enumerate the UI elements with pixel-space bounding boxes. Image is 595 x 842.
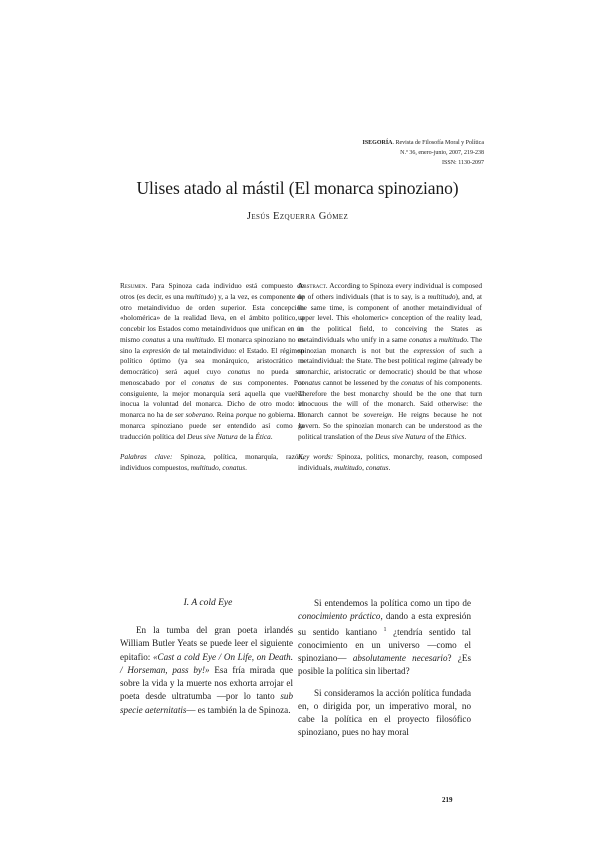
abstract-label: Resumen	[120, 281, 146, 290]
abstract-spanish-text: Resumen. Para Spinoza cada individuo está compuesto de otros (es decir, es una multitudo) y, a la vez, es componente de otro metaindividuo de orden superior. Esta concepción «holomérica» de la realidad lleva, en el ámbito político, a concebir los Estados como metaindividuos que unifican en un mismo conatus a una multitudo. El monarca spinoziano no es sino la expresión de tal metaindividuo: el Estado. El régimen político óptimo (ya sea monárquico, aristocrático o democrático) será aquel cuyo conatus no pueda ser menoscabado por el conatus de sus componentes. Por consiguiente, la mejor monarquía será aquella que vuelva inocua la voluntad del monarca. Dicho de otro modo: el monarca no ha de ser soberano. Reina porque no gobierna. El monarca spinoziano puede ser entendido así como la traducción política del Deus sive Natura de la Ética.	[120, 281, 305, 441]
abstract-english	[298, 281, 482, 474]
abstract-label: Abstract	[298, 281, 326, 290]
body-paragraph: Si entendemos la política como un tipo de conocimiento práctico, dando a esta expresión su sentido kantiano $^1$ ¿tendría sentido tal conocimiento en un universo —como el spinoziano— absolutamente necesario? ¿Es posible la política sin libertad?	[298, 598, 471, 677]
footnote-ref[interactable]: 1	[383, 626, 387, 633]
journal-subtitle: . Revista de Filosofía Moral y Política	[392, 140, 484, 146]
journal-header	[224, 138, 484, 168]
abstract-spanish	[120, 281, 304, 474]
body-paragraph: En la tumba del gran poeta irlandés William Butler Yeats se puede leer el siguiente epitafio: «Cast a cold Eye / On Life, on Death. / Horseman, pass by!» Esa fría mirada que sobre la vida y la muerte nos exhorta arrojar el poeta desde ultratumba —por lo tanto sub specie aeternitatis— es también la de Spinoza.	[120, 625, 293, 715]
article-author: Jesús Ezquerra Gómez	[246, 211, 349, 222]
body-column-right	[298, 597, 471, 740]
keywords-spanish: Palabras clave: Spinoza, política, monarquía, razón, individuos compuestos, multitudo, conatus.	[120, 452, 304, 472]
body-paragraph: Si consideramos la acción política fundada en, o dirigida por, un imperativo moral, no cabe la política en el proyecto filosófico spinoziano, pues no hay moral	[298, 687, 471, 738]
journal-issue: N.º 36, enero-junio, 2007, 219-238	[400, 150, 484, 156]
keywords-english: Key words: Spinoza, politics, monarchy, reason, composed individuals, multitudo, conatus.	[298, 452, 482, 472]
body-column-left	[120, 624, 293, 717]
journal-issn: ISSN: 1130-2097	[442, 160, 484, 166]
section-heading: I. A cold Eye	[183, 598, 233, 608]
article-title: Ulises atado al mástil (El monarca spinoziano)	[136, 178, 459, 198]
keywords-label: Palabras clave:	[120, 452, 173, 462]
journal-name: ISEGORÍA	[362, 140, 393, 146]
page-number: 219	[442, 796, 453, 804]
abstract-english-text: Abstract. According to Spinoza every individual is composed up of others individuals (that is to say, is a multitudo), and, at the same time, is component of another metaindividual of upper level. This «holomeric» conception of the reality lead, in the political field, to conceiving the States as metaindividuals who unify in a same conatus a multitudo. The spinozian monarch is not but the expression of such a metaindividual: the State. The best political regime (already be monarchic, aristocratic or democratic) should be that whose conatus cannot be lessened by the conatus of his components. Therefore the best monarchy should be the one that turn innocuous the will of the monarch. Said otherwise: the monarch cannot be sovereign. He reigns because he not govern. So the spinozian monarch can be understood as the political translation of the Deus sive Natura of the Ethics.	[298, 281, 482, 441]
journal-title-line	[224, 138, 484, 148]
keywords-label: Key words:	[298, 452, 334, 462]
